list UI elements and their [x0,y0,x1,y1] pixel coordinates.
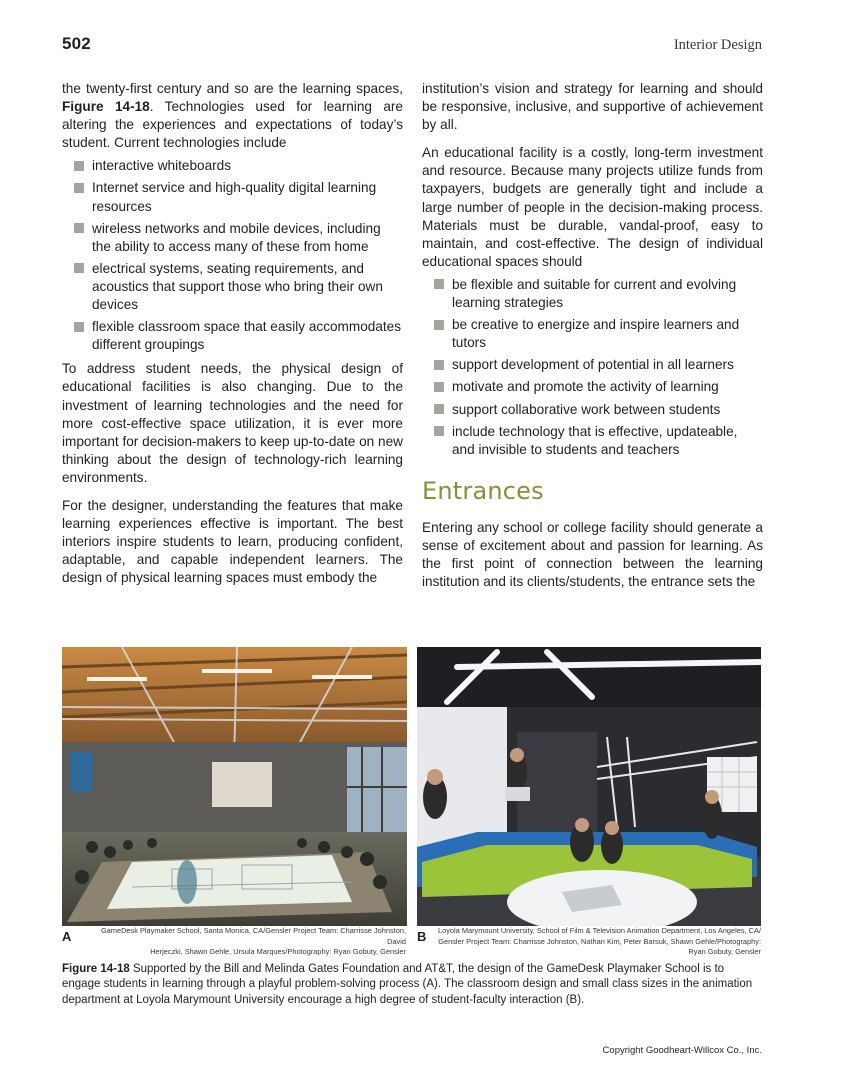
figure-label-b: B [417,929,427,944]
bullet-square-icon [434,279,444,289]
right-paragraph-1: institution’s vision and strategy for learning and should be responsive, inclusive, and supportive of achievement by all. [422,81,763,133]
figure-label-a: A [62,929,72,944]
technologies-list [62,157,403,354]
left-column [62,80,403,587]
bullet-square-icon [434,382,444,392]
page-number: 502 [62,34,91,53]
right-paragraph-2: An educational facility is a costly, long-term investment and resource. Because many projects utilize funds from taxpayers, budgets are generally tight and include a large number of people in the decision-making process. Materials must be durable, vandal-proof, easy to maintain, and cost-effective. The design of individual educational spaces should [422,145,763,269]
left-paragraph-1: the twenty-first century and so are the learning spaces, Figure 14-18. Technologies used for learning are altering the experiences and expectations of today’s student. Current technologies include [62,81,403,151]
figure-caption [62,962,762,1008]
running-head: Interior Design [673,37,762,53]
bullet-square-icon [74,223,84,233]
list-item: wireless networks and mobile devices, including the ability to access many of these from home [74,220,403,256]
list-item: motivate and promote the activity of learning [434,378,763,396]
figure-caption-label: Figure 14-18 [62,963,130,975]
section-heading-entrances: Entrances [422,476,544,505]
photo-credit-b: Loyola Marymount University, School of Film & Television Animation Department, Los Angeles, CA/ Gensler Project Team: Charrisse Johnston, Nathan Kim, Peter Barsuk, Shawn Gehle/Photography: Ryan Gobuty, Gensler [438,926,762,957]
list-item: be flexible and suitable for current and evolving learning strategies [434,276,763,312]
list-item: support collaborative work between students [434,401,763,419]
list-item: include technology that is effective, updateable, and invisible to students and teachers [434,423,763,459]
copyright-notice: Copyright Goodheart-Willcox Co., Inc. [602,1045,762,1056]
photo-gamedesk-classroom [62,647,407,926]
bullet-square-icon [434,320,444,330]
bullet-square-icon [74,263,84,273]
right-paragraph-3: Entering any school or college facility should generate a sense of excitement about and passion for learning. As the first point of connection between the learning institution and its clients/students, the entrance sets the [422,519,763,590]
bullet-square-icon [434,426,444,436]
list-item: Internet service and high-quality digital learning resources [74,179,403,215]
bullet-square-icon [434,360,444,370]
bullet-square-icon [74,183,84,193]
bullet-square-icon [74,161,84,171]
design-goals-list [422,276,763,459]
lounge-illustration [417,647,761,926]
figure-caption-text: Supported by the Bill and Melinda Gates Foundation and AT&T, the design of the GameDesk Playmaker School is to engage students in learning through a playful problem-solving process (A). The classroom design and small class sizes in the animation department at Loyola Marymount University encourage a high degree of student-faculty interaction (B). [62,963,753,1006]
list-item: support development of potential in all learners [434,356,763,374]
photo-credit-a: GameDesk Playmaker School, Santa Monica, CA/Gensler Project Team: Charrisse Johnston, David Herjeczki, Shawn Gehle, Ursula Marques/Photography: Ryan Gobuty, Gensler [100,926,406,957]
figure-reference: Figure 14-18 [62,99,150,115]
left-paragraph-3: For the designer, understanding the features that make learning experiences effective is important. The best interiors inspire students to learn, producing confident, adaptable, and capable independent learners. The design of physical learning spaces must embody the [62,497,403,586]
list-item: be creative to energize and inspire learners and tutors [434,316,763,352]
classroom-illustration [62,647,407,926]
list-item: interactive whiteboards [74,157,403,175]
bullet-square-icon [74,322,84,332]
left-paragraph-2: To address student needs, the physical design of educational facilities is also changing. Due to the investment of learning technologies and the need for more cost-effective space utilization, it is ever more important for decision-makers to keep up-to-date on new thinking about the design of technology-rich learning environments. [62,361,403,485]
photo-animation-department [417,647,761,926]
list-item: flexible classroom space that easily accommodates different groupings [74,318,403,354]
right-column [422,80,763,591]
bullet-square-icon [434,404,444,414]
list-item: electrical systems, seating requirements, and acoustics that support those who bring their own devices [74,260,403,314]
